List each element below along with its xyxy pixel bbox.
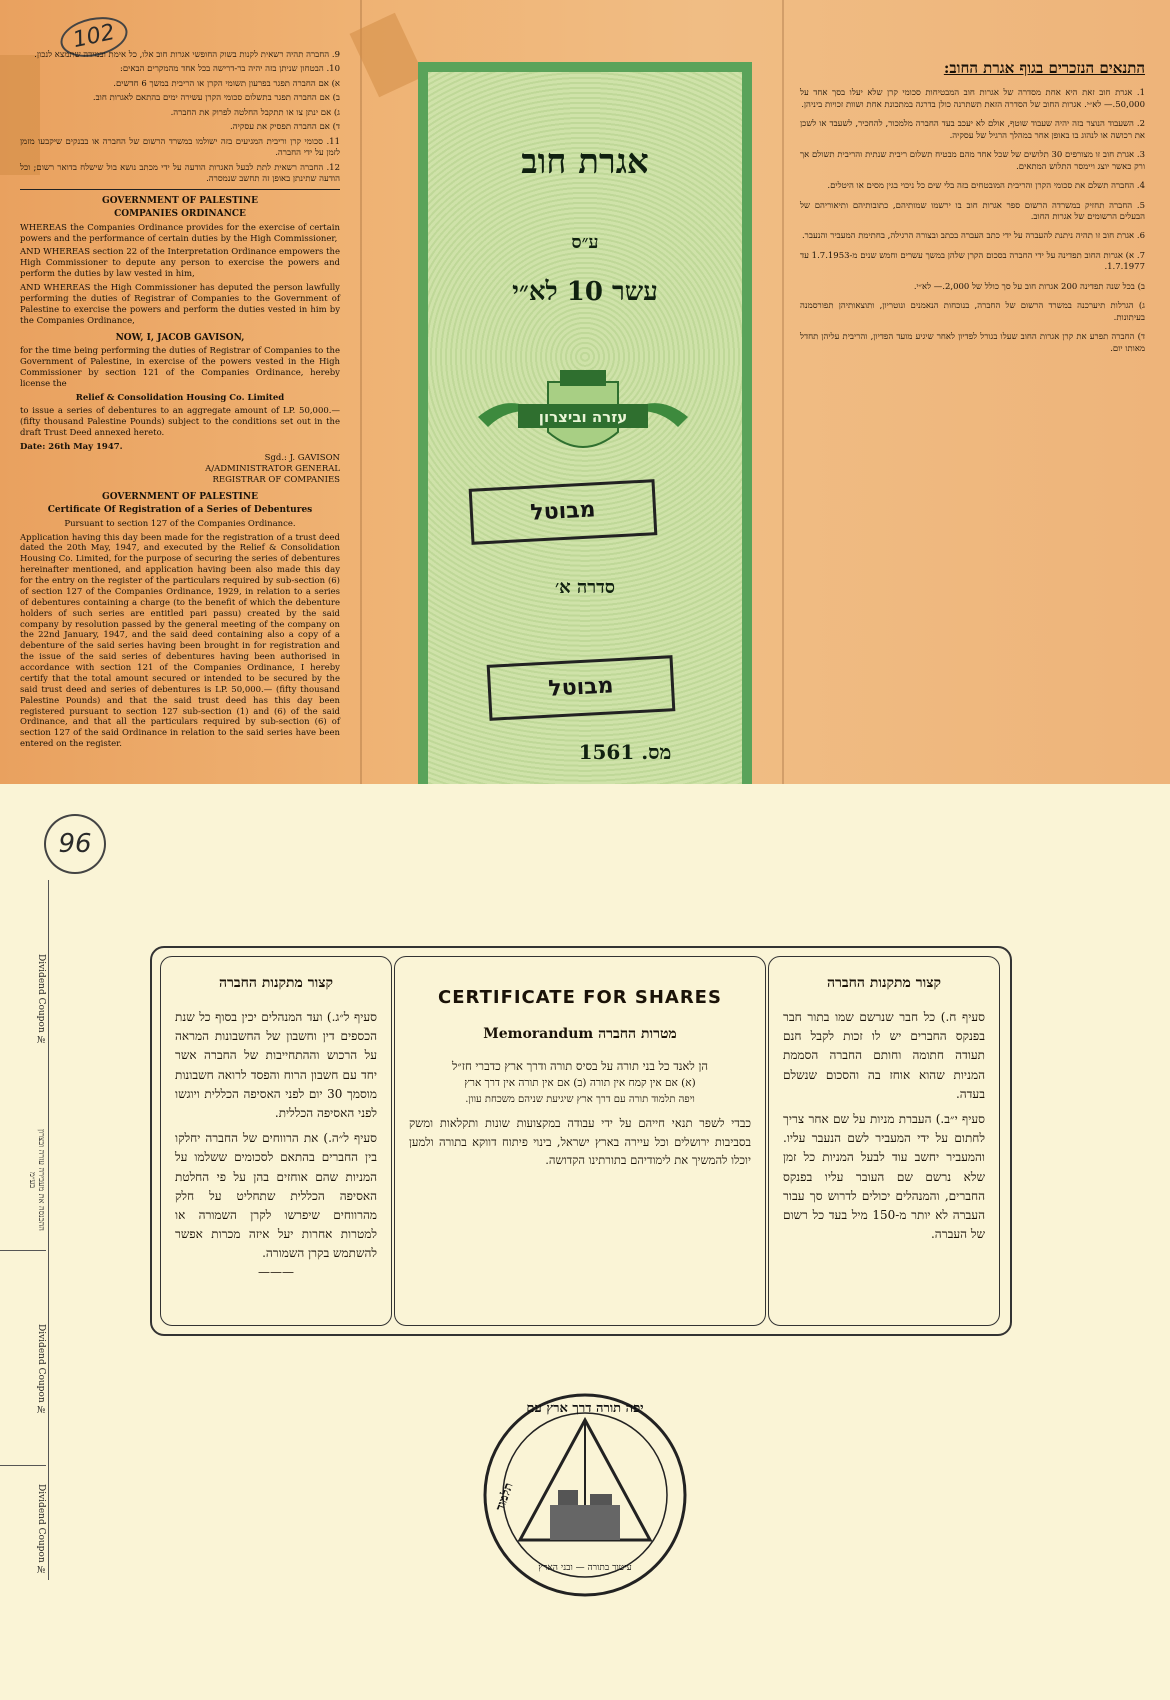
right-column-conditions — [800, 58, 1145, 363]
application-paragraph: Application having this day been made for the registration of a trust deed dated the 20th May, 1947, and executed by the Relief & Consolidation Housing Co. Limited, for the purpose of securing the series of debentures hereinafter mentioned, and application having been also made this day for the entry on the register of the particulars required by sub-section (6) of section 127 of the Companies Ordinance, 1929, in relation to a series of debentures containing a charge (to the benefit of which the debenture holders of such series are entitled pari passu) created by the said company by resolution passed by the general meeting of the company on the 22nd January, 1947, and the said deed containing also a copy of a debenture of the said series having been brought in for registration and the issue of the said series of debentures having been authorised in accordance with section 121 of the Companies Ordinance, I hereby certify that the total amount secured or intended to be secured by the said trust deed and series of debentures is LP. 50,000.— (fifty thousand Palestine Pounds) and that the said trust deed has this day been registered pursuant to section 127 sub-section (1) and (6) of the said Ordinance, and that all the particulars required by sub-section (6) of section 127 of the said Ordinance in relation to the said series have been entered on the register. — [20, 532, 340, 750]
condition-paragraph: 6. אגרת חוב זו תהיה ניתנת להעברה על ידי כתב העברה בכתב ובצורה הרגילה, בחתימת המעביר והנעבר. — [801, 231, 1145, 242]
gov-title: GOVERNMENT OF PALESTINE — [102, 195, 258, 206]
condition-paragraph: ב) בכל שנה תפדינה 200 אגרות חוב על סך כולל של 2,000.— לא״י. — [913, 281, 1145, 292]
signature: Sgd.: J. GAVISON — [264, 452, 340, 463]
whereas-paragraph: AND WHEREAS the High Commissioner has deputed the person lawfully performing the duties of Registrar of Companies to the Government of Palestine to exercise the powers and perform the duties vested in him by the Companies Ordinance, — [20, 283, 340, 326]
certificate-panels — [150, 946, 1012, 1336]
coupon-hebrew: ההכנסה את מעבירה עזרה ובצרון בע״מ — [28, 1129, 46, 1231]
left-bylaws-panel — [160, 956, 392, 1326]
seal-side-text: תלמוד — [492, 1480, 516, 1513]
fold-line — [360, 0, 362, 784]
condition-paragraph: 10. הבטחון שניתן בזה יהיה בר-דרישה בכל אחד מהמקרים הבאים: — [120, 64, 340, 75]
bond-amount: עשר 10 לא״י — [512, 277, 658, 307]
condition-paragraph: 4. החברה תשלם את סכומי הקרן והריבית המובטחים בזה בלי שים כל ניכוי בגין מסים או היטלים. — [827, 181, 1145, 192]
right-bylaws-panel — [768, 956, 1000, 1326]
hebrew-conditions-continued — [20, 50, 340, 186]
coupon-label: Dividend Coupon № — [36, 1324, 46, 1416]
left-column — [20, 50, 340, 753]
bond-number: מס. 1561 — [578, 740, 672, 764]
cancelled-stamp: מבוטל — [469, 479, 658, 545]
condition-paragraph: 3. אגרת חוב זו מצורפים 30 תלושים של שכל אחד מהם מבטיח תשלום ריבית שנתית והריבית תשולם אך ורק כאשר יוצג ויימסר התלוש המתאים. — [800, 150, 1145, 172]
condition-paragraph: 1. אגרת חוב זאת היא אחת מסדרה של אגרות חוב המבטיחות סכומי קרן שלא יעלו בסך אחד על 50,000.— לא״י. אגרות החוב של הסדרה הזאת תשתרנה כולן בדרגה במתכונת אחת ושוות זכויות ביניהן. — [800, 88, 1145, 110]
condition-paragraph: 9. החברה תהיה רשאית לקנות בשוק החופשי אגרות חוב אלו, כל אימת ובמידה שתמצא לנכון. — [34, 50, 340, 60]
condition-paragraph: ג) הגרלות תיערכנה במשרד הרשום של החברה, בנוכחות הנאמנים ונוטריון, ותוצאותיהן תפורסמנה בעיתונות. — [800, 301, 1145, 323]
certificate-title: Certificate Of Registration of a Series of Debentures — [47, 505, 313, 516]
company-emblem — [468, 362, 698, 472]
condition-paragraph: 12. החברה רשאית לתת לבעל האגרות הודעה על ידי מכתב נושא בול שישלח בדואר רשום; וכל הודעה שתינתן באופן זה תחשב שנמסרה. — [20, 162, 340, 185]
conditions-title: התנאים הנזכרים בגוף אגרת החוב: — [943, 59, 1145, 77]
now-body: for the time being performing the duties of Registrar of Companies to the Government of Palestine, in exercise of the powers vested in the High Commissioner by section 121 of the Companies Ordinance, hereby license the — [20, 346, 340, 389]
memo-line: ויפה תלמוד תורה עם דרך ארץ שיגיעת שניהם משכחת עוון. — [465, 1094, 695, 1106]
panel-heading: קצור מתקנות החברה — [826, 975, 942, 991]
bond-of: ע״ס — [571, 232, 599, 253]
gov-subtitle: COMPANIES ORDINANCE — [114, 209, 246, 220]
condition-paragraph: 2. השעבוד הנוצר בזה יהיה שעבוד שוטף, אולם לא יעכב בעד החברה מלמכור, להחכיר, לשעבד או לשכן את רכושה או לנהוג בו באופן אחר במהלך הרגיל של עסקיה. — [800, 119, 1145, 141]
bylaw-paragraph: סעיף י״ב.) העברת מניות על שם אחר צריך לחתום על ידי המעביר לשם הנעבר עליו. והמעביר יחשב עוד לבעל המניות כל זמן שלא נרשם שם העובר עליו בפנקס החברים, והמנהלים יכולים לדרוש סך עבור העברה לא יותר מ-150 מיל בעד כל רשום של העברה. — [783, 1111, 986, 1242]
condition-paragraph: ג) אם ינתן צו או תתקבל החלטה לפרוק את החברה. — [170, 107, 340, 118]
license-date: Date: 26th May 1947. — [20, 442, 123, 453]
condition-paragraph: 7. א) אגרות החוב תפדינה על ידי החברה בסכום הקרן שלהן במשך עשרים וחמש שנים מ-1.7.1953 עד 1.7.1977. — [800, 250, 1145, 273]
certificate-title: CERTIFICATE FOR SHARES — [438, 987, 722, 1008]
handwritten-number: 96 — [44, 814, 106, 874]
condition-paragraph: ד) החברה תפרע את קרן אגרות החוב שעלו בגורל לפדיון לאחר שיגיע מועד הפדיון, והריבית עליהן תחדל מאותו יום. — [800, 332, 1145, 354]
bond-series: סדרה א׳ — [554, 577, 616, 598]
bond-title: אגרת חוב — [521, 142, 649, 182]
panel-footer: ——— — [258, 1265, 294, 1280]
bylaw-paragraph: סעיף ל״ג.) ועד המנהלים יכין בסוף כל שנת הכספים דין וחשבון של החשבונות המראה על הרכוש וההתחייבות של החברה אשר יחד עם חשבון הרוח והפסד לרואה חשבונות מוסמך 30 יום לפני האסיפה הכללית ויוגשו לפני האסיפה הכללית. — [175, 1010, 377, 1120]
emblem-text: עזרה וביצרון — [538, 408, 628, 426]
memo-line: כבדי לשפר תנאי חייהם על ידי עבודה במקצועות שונות ותקלאות ומשק בסביבות ירושלים וכל עיירה בארץ ישראל, בינוי פיתוח דווקא בתורה ולמען יוכלו להמשיך את לימודיהם בתורתינו הקדושה. — [409, 1116, 751, 1167]
memo-line: (א) אם אין קמח אין תורה (ב) אם אין תורה אין דרך ארץ — [464, 1077, 696, 1090]
pursuant-line: Pursuant to section 127 of the Companies Ordinance. — [64, 518, 296, 529]
condition-paragraph: ד) אם החברה תפסיק את עסקיה. — [230, 122, 340, 133]
fold-line — [782, 0, 784, 784]
license-body: to issue a series of debentures to an aggregate amount of LP. 50,000.— (fifty thousand Palestine Pounds) subject to the conditions set out in the draft Trust Deed annexed hereto. — [20, 406, 340, 439]
signature-role: A/ADMINISTRATOR GENERAL — [205, 463, 340, 474]
condition-paragraph: ב) אם החברה תפגר בתשלום סכומי הקרן עשירה ימים בהתאם לאגרות חוב. — [92, 93, 340, 104]
seal-top-text: יפה תורה דרך ארץ עם — [526, 1401, 644, 1416]
center-certificate-panel — [394, 956, 766, 1326]
seal-bottom-text: עיטור בתורה — ובני הארץ — [538, 1563, 632, 1573]
signature-role: REGISTRAR OF COMPANIES — [212, 474, 340, 485]
cancelled-stamp: מבוטל — [487, 655, 676, 721]
dividend-coupon-strip — [0, 880, 49, 1580]
top-document-sheet — [0, 0, 1170, 784]
bylaw-paragraph: סעיף ל״ה.) את הרווחים של החברה יחלקו בין החברים בהתאם לסכומים ששלמו על המניות שהם אוחזים בהן על פי החלטת האסיפה הכללית שתחליט על חלק מהרווחים שיפרשו לקרן השמורה או למטרות אחרות יעל איזה מכרות אפשר להשתמש בקרן השמורה. — [175, 1131, 377, 1261]
condition-paragraph: 5. החברה תחזיק במשרדה הרשום ספר אגרות חוב בו ירשמו שמותיהם, כתובותיהם ותיאוריהם של הבעלים הרשומים של אגרות החוב. — [800, 200, 1145, 222]
company-seal — [480, 1390, 690, 1600]
debenture-bond — [418, 62, 752, 784]
condition-paragraph: 11. סכומי קרן וריבית המגיעים בזה ישולמו במשרד הרשום של החברה או בבנקים שיקבעו מזמן לזמן על ידי החברה. — [20, 136, 340, 159]
gov2-title: GOVERNMENT OF PALESTINE — [102, 491, 258, 502]
memo-line: הן לאנד כל בני תורה על בסיס תורה ודרך ארץ כדברי חז״ל — [451, 1059, 708, 1073]
bylaw-paragraph: סעיף ח.) כל חבר שנרשם שמו בתור חבר בפנקס החברים יש לו זכות לקבל חנם תעודה חתומה וחותם החברה הסממת המניות שהוא אוחז בה והסכום שנשלם בעדה. — [783, 1010, 985, 1101]
condition-paragraph: א) אם החברה תפגר בפרעון תשומי הקרן או הריבית במשך 6 חדשים. — [113, 78, 340, 89]
coupon-label: Dividend Coupon № — [36, 1484, 46, 1576]
coupon-label: Dividend Coupon № — [36, 954, 46, 1046]
handwritten-number: 102 — [57, 11, 131, 62]
panel-heading: קצור מתקנות החברה — [218, 975, 334, 991]
whereas-paragraph: WHEREAS the Companies Ordinance provides for the exercise of certain powers and the performance of certain duties by the High Commissioner, — [20, 222, 340, 244]
memorandum-heading: Memorandum מטרות החברה — [483, 1026, 677, 1042]
now-heading: NOW, I, JACOB GAVISON, — [115, 332, 245, 343]
company-name: Relief & Consolidation Housing Co. Limited — [75, 392, 285, 403]
whereas-paragraph: AND WHEREAS section 22 of the Interpretation Ordinance empowers the High Commissioner to depute any person to exercise the powers and perform the duties by law vested in him, — [20, 247, 340, 280]
